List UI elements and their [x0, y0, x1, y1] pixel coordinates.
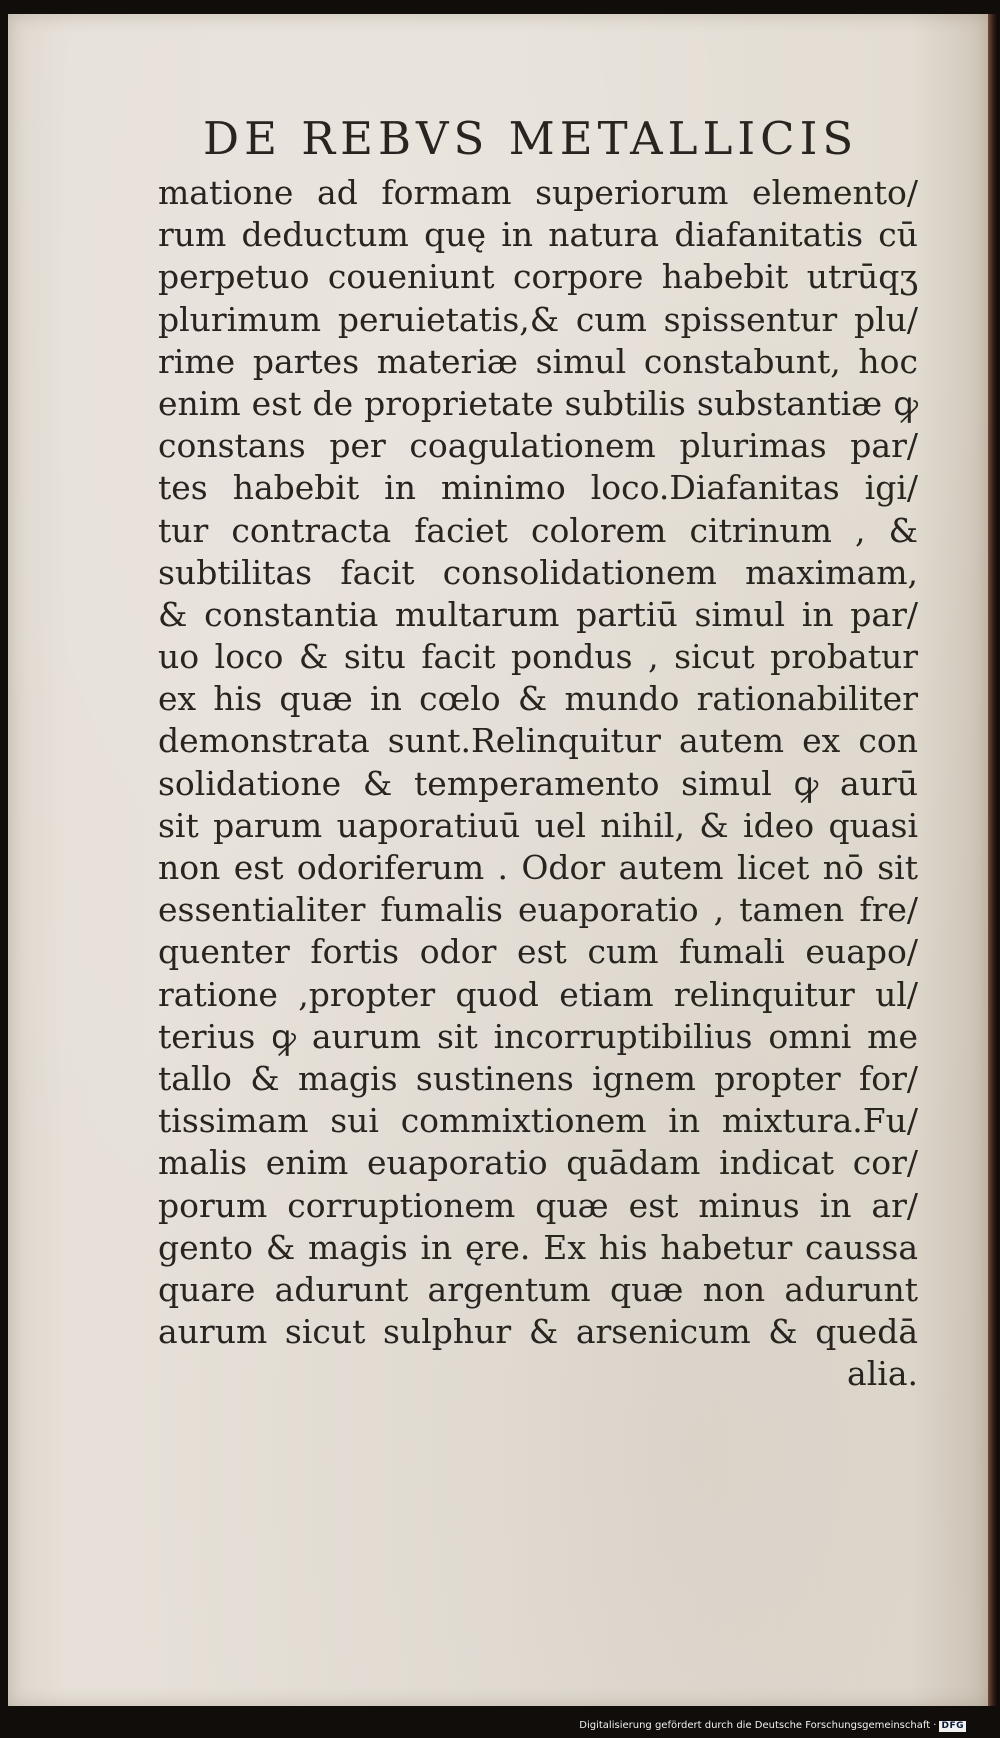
text-line: tallo & magis sustinens ignem propter for/ — [158, 1058, 918, 1098]
text-line: sit parum uaporatiuū uel nihil, & ideo quasi — [158, 805, 918, 845]
text-line: demonstrata sunt.Relinquitur autem ex con — [158, 721, 918, 761]
text-line: uo loco & situ facit pondus , sicut probatur — [158, 637, 918, 677]
text-line: essentialiter fumalis euaporatio , tamen fre/ — [158, 890, 918, 930]
page-edge — [988, 14, 998, 1706]
text-line: enim est de proprietate subtilis substantiæ ꝙ — [158, 383, 918, 423]
running-head: DE REBVS METALLICIS — [203, 112, 859, 165]
text-line: quare adurunt argentum quæ non adurunt — [158, 1269, 918, 1309]
text-line: aurum sicut sulphur & arsenicum & quedā — [158, 1312, 918, 1352]
text-line: malis enim euaporatio quādam indicat cor/ — [158, 1143, 918, 1183]
text-line: perpetuo coueniunt corpore habebit utrūqʒ — [158, 257, 918, 297]
text-line: porum corruptionem quæ est minus in ar/ — [158, 1185, 918, 1225]
text-line: & constantia multarum partiū simul in par/ — [158, 594, 918, 634]
text-line: terius ꝙ aurum sit incorruptibilius omni me — [158, 1016, 918, 1056]
text-line: plurimum peruietatis,& cum spissentur plu/ — [158, 299, 918, 339]
credit-text: Digitalisierung gefördert durch die Deutsche Forschungsgemeinschaft · — [579, 1720, 937, 1731]
text-line: subtilitas facit consolidationem maximam, — [158, 552, 918, 592]
text-line: tur contracta faciet colorem citrinum , & — [158, 510, 918, 550]
dfg-logo-icon: DFG — [941, 1720, 964, 1731]
text-line: ratione ,propter quod etiam relinquitur ul/ — [158, 974, 918, 1014]
text-line-final: alia. — [847, 1354, 918, 1394]
text-line: matione ad formam superiorum elemento/ — [158, 173, 918, 212]
text-line: rime partes materiæ simul constabunt, hoc — [158, 341, 918, 381]
text-line: solidatione & temperamento simul ꝙ aurū — [158, 763, 918, 803]
digitization-credit — [579, 1720, 966, 1732]
text-line: tissimam sui commixtionem in mixtura.Fu/ — [158, 1101, 918, 1141]
body-text — [158, 172, 918, 1395]
text-line: ex his quæ in cœlo & mundo rationabiliter — [158, 679, 918, 719]
text-line: tes habebit in minimo loco.Diafanitas igi/ — [158, 468, 918, 508]
text-line: gento & magis in ęre. Ex his habetur caussa — [158, 1227, 918, 1267]
text-line: quenter fortis odor est cum fumali euapo/ — [158, 932, 918, 972]
text-line: constans per coagulationem plurimas par/ — [158, 426, 918, 466]
text-line: non est odoriferum . Odor autem licet nō sit — [158, 848, 918, 887]
book-page — [8, 14, 988, 1706]
text-line: rum deductum quę in natura diafanitatis cū — [158, 215, 918, 255]
